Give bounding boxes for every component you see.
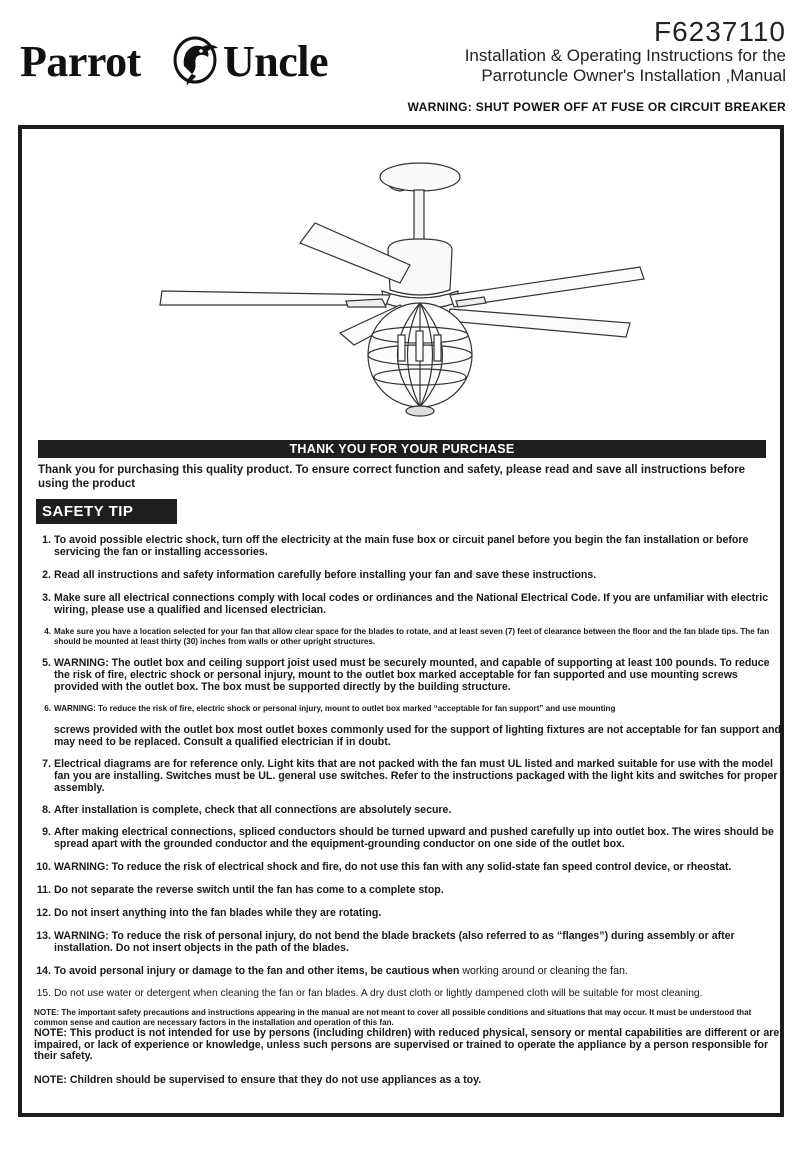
safety-tip-heading: SAFETY TIP bbox=[36, 499, 177, 524]
note-persons: NOTE: This product is not intended for use by persons (including children) with reduced physical, sensory or mental capabilities are different or are impaired, or lack of experience or knowledge, unless such persons are supervised or trained to operate the appliance by a person responsible for their safety. bbox=[34, 1027, 780, 1062]
document-subtitle bbox=[366, 46, 786, 86]
power-warning: WARNING: SHUT POWER OFF AT FUSE OR CIRCUIT BREAKER bbox=[407, 100, 786, 114]
model-number: F6237110 bbox=[653, 16, 786, 47]
safety-item-1: 1. To avoid possible electric shock, turn off the electricity at the main fuse box or circuit panel before you begin the fan installation or before servicing the fan or installing accessories. bbox=[42, 534, 749, 558]
safety-item-4: 4. Make sure you have a location selected for your fan that allow clear space for the blades to rotate, and at least seven (7) feet of clearance between the floor and the fan blade tips. The fan should be mounted at least thirty (30) inches from walls or other upright structures. bbox=[44, 627, 770, 646]
safety-item-11: 11. Do not separate the reverse switch until the fan has come to a complete stop. bbox=[36, 884, 444, 896]
subtitle-line-1: Installation & Operating Instructions for the bbox=[464, 46, 786, 65]
safety-item-3: 3. Make sure all electrical connections comply with local codes or ordinances and the National Electrical Code. If you are unfamiliar with electric wiring, please use a qualified and licensed electrician. bbox=[42, 592, 769, 616]
note-children: NOTE: Children should be supervised to ensure that they do not use appliances as a toy. bbox=[34, 1074, 482, 1086]
thanks-message: Thank you for purchasing this quality product. To ensure correct function and safety, please read and save all instructions before using the product bbox=[38, 464, 745, 490]
safety-item-5: 5. WARNING: The outlet box and ceiling support joist used must be securely mounted, and capable of supporting at least 100 pounds. To reduce the risk of fire, electric shock or personal injury, mount to the outlet box marked acceptable for fan supported and use mounting screws provided with the outlet box. The box must be supported directly by the building structure. bbox=[42, 657, 770, 693]
safety-item-10: 10. WARNING: To reduce the risk of electrical shock and fire, do not use this fan with any solid-state fan speed control device, or rheostat. bbox=[36, 861, 732, 873]
safety-item-8: 8. After installation is complete, check that all connections are absolutely secure. bbox=[42, 804, 452, 816]
safety-item-2: 2. Read all instructions and safety information carefully before installing your fan and save these instructions. bbox=[42, 569, 597, 581]
brand-name-right: Uncle bbox=[223, 37, 329, 86]
safety-item-9: 9. After making electrical connections, spliced conductors should be turned upward and pushed carefully up into outlet box. The wires should be spread apart with the grounded conductor and the equipment-grounding conductor on one side of the outlet box. bbox=[42, 826, 774, 850]
safety-item-7: 7. Electrical diagrams are for reference only. Light kits that are not packed with the fan must UL listed and marked suitable for use with the model fan you are installing. Switches must be UL. general use switches. Refer to the instructions packaged with the light kits and switches for proper assembly. bbox=[42, 758, 778, 794]
safety-item-6: 6. WARNING: To reduce the risk of fire, electric shock or personal injury, mount to outlet box marked “acceptable for fan support” and use mounting bbox=[44, 704, 616, 713]
thanks-banner: THANK YOU FOR YOUR PURCHASE bbox=[38, 440, 766, 458]
note-precautions: NOTE: The important safety precautions and instructions appearing in the manual are not meant to cover all possible conditions and situations that may occur. It must be understood that common sense and caution are necessary factors in the installation and operation of this fan. bbox=[34, 1008, 752, 1027]
safety-item-14: 14. To avoid personal injury or damage to the fan and other items, be cautious when working around or cleaning the fan. bbox=[36, 965, 628, 977]
brand-name-left: Parrot bbox=[20, 37, 141, 86]
parrot-logo-icon bbox=[170, 30, 220, 86]
subtitle-line-2: Parrotuncle Owner's Installation ,Manual bbox=[481, 66, 786, 85]
ceiling-fan-illustration bbox=[150, 155, 650, 435]
safety-item-13: 13. WARNING: To reduce the risk of personal injury, do not bend the blade brackets (also referred to as “flanges”) during assembly or after installation. Do not insert objects in the path of the blades. bbox=[36, 930, 735, 954]
brand-logo bbox=[20, 30, 350, 86]
safety-item-6-continued: screws provided with the outlet box most outlet boxes commonly used for the support of lighting fixtures are not acceptable for fan support and may need to be replaced. Consult a qualified electrician if in doubt. bbox=[54, 724, 781, 748]
safety-item-12: 12. Do not insert anything into the fan blades while they are rotating. bbox=[36, 907, 382, 919]
safety-item-15: 15. Do not use water or detergent when cleaning the fan or fan blades. A dry dust cloth or lightly dampened cloth will be suitable for most cleaning. bbox=[36, 988, 703, 999]
